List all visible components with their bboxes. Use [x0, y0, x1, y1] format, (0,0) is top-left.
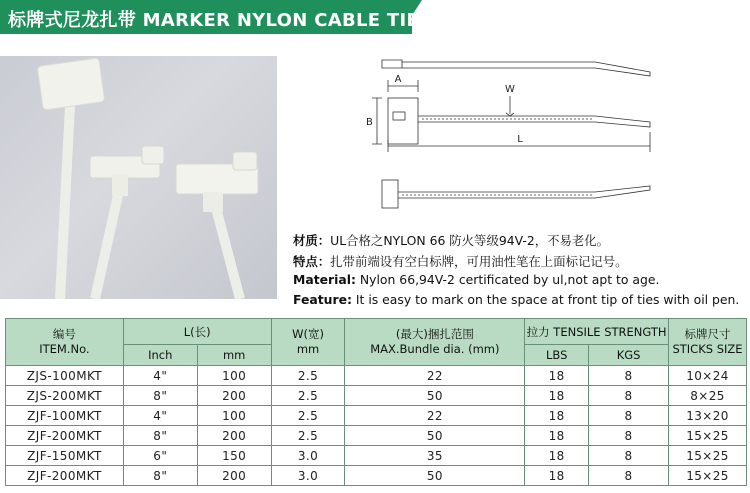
cable-tie-technical-drawing [360, 40, 660, 220]
cell-lbs: 18 [525, 386, 589, 406]
cell-item: ZJS-200MKT [6, 386, 124, 406]
cell-inch: 8" [123, 426, 197, 446]
header-bundle-en: MAX.Bundle dia. (mm) [370, 342, 500, 356]
cell-mm: 200 [197, 426, 271, 446]
cell-mm: 150 [197, 446, 271, 466]
cell-kgs: 8 [589, 426, 669, 446]
header-item-en: ITEM.No. [39, 342, 90, 356]
diagram-label-a: A [394, 74, 402, 85]
header-item [6, 319, 124, 366]
feature-en-line [293, 292, 739, 307]
table-row [6, 426, 747, 446]
cell-stick: 15×25 [669, 426, 747, 446]
cell-stick: 15×25 [669, 446, 747, 466]
title-banner [0, 0, 750, 34]
cell-mm: 100 [197, 406, 271, 426]
cell-stick: 13×20 [669, 406, 747, 426]
table-row [6, 386, 747, 406]
cell-lbs: 18 [525, 426, 589, 446]
cell-item: ZJF-150MKT [6, 446, 124, 466]
cable-tie-photo-graphic [0, 56, 277, 299]
cell-item: ZJF-200MKT [6, 466, 124, 486]
cell-width: 2.5 [271, 426, 345, 446]
header-sticks-cn: 标牌尺寸 [684, 327, 731, 341]
cell-width: 2.5 [271, 386, 345, 406]
cell-kgs: 8 [589, 386, 669, 406]
cell-stick: 10×24 [669, 366, 747, 386]
header-sticks-en: STICKS SIZE [672, 342, 743, 356]
header-mm: mm [197, 345, 271, 366]
cell-bundle: 22 [345, 406, 525, 426]
table-row [6, 366, 747, 386]
cell-item: ZJS-100MKT [6, 366, 124, 386]
cell-kgs: 8 [589, 466, 669, 486]
cell-item: ZJF-100MKT [6, 406, 124, 426]
header-sticks [669, 319, 747, 366]
header-item-cn: 编号 [52, 327, 76, 341]
cell-bundle: 50 [345, 386, 525, 406]
material-en-text: Nylon 66,94V-2 certificated by ul,not apt to age. [355, 272, 660, 287]
cell-item: ZJF-200MKT [6, 426, 124, 446]
cell-inch: 8" [123, 466, 197, 486]
material-en-line [293, 272, 659, 287]
cell-inch: 6" [123, 446, 197, 466]
cell-mm: 100 [197, 366, 271, 386]
material-cn-text: UL合格之NYLON 66 防火等级94V-2，不易老化。 [330, 233, 610, 248]
cell-kgs: 8 [589, 366, 669, 386]
material-cn-line [293, 231, 609, 249]
header-length: L(长) [123, 319, 271, 345]
cell-bundle: 22 [345, 366, 525, 386]
cell-width: 2.5 [271, 406, 345, 426]
header-tensile: 拉力 TENSILE STRENGTH [525, 319, 669, 345]
header-lbs: LBS [525, 345, 589, 366]
feature-cn-line [293, 252, 628, 270]
table-row [6, 406, 747, 426]
cell-inch: 4" [123, 366, 197, 386]
cell-stick: 8×25 [669, 386, 747, 406]
cell-mm: 200 [197, 466, 271, 486]
cell-inch: 4" [123, 406, 197, 426]
header-width [271, 319, 345, 366]
feature-en-text: It is easy to mark on the space at front tip of ties with oil pen. [351, 292, 740, 307]
table-row [6, 466, 747, 486]
cell-lbs: 18 [525, 366, 589, 386]
feature-en-label: Feature: [293, 292, 352, 307]
product-photo [0, 56, 277, 299]
cell-bundle: 35 [345, 446, 525, 466]
cell-inch: 8" [123, 386, 197, 406]
cell-stick: 15×25 [669, 466, 747, 486]
header-inch: Inch [123, 345, 197, 366]
cell-lbs: 18 [525, 406, 589, 426]
cell-bundle: 50 [345, 466, 525, 486]
diagram-label-w: W [505, 84, 515, 95]
diagram-label-b: B [366, 117, 373, 128]
cell-width: 3.0 [271, 466, 345, 486]
dimension-diagram [360, 40, 660, 220]
material-en-label: Material: [293, 272, 356, 287]
cell-lbs: 18 [525, 446, 589, 466]
material-cn-label: 材质： [293, 233, 331, 248]
cell-mm: 200 [197, 386, 271, 406]
page-title: 标牌式尼龙扎带 MARKER NYLON CABLE TIE [8, 10, 420, 31]
cell-width: 3.0 [271, 446, 345, 466]
header-bundle-cn: (最大)捆扎范围 [395, 327, 474, 341]
cell-bundle: 50 [345, 426, 525, 446]
table-row [6, 446, 747, 466]
header-width-label: W(宽) [292, 327, 324, 341]
cell-kgs: 8 [589, 446, 669, 466]
header-width-unit: mm [296, 342, 320, 356]
feature-cn-label: 特点： [293, 254, 331, 269]
diagram-label-l: L [517, 134, 523, 145]
cell-width: 2.5 [271, 366, 345, 386]
header-kgs: KGS [589, 345, 669, 366]
feature-cn-text: 扎带前端设有空白标牌，可用油性笔在上面标记记号。 [330, 254, 628, 269]
cell-kgs: 8 [589, 406, 669, 426]
spec-table [5, 318, 747, 486]
header-bundle [345, 319, 525, 366]
cell-lbs: 18 [525, 466, 589, 486]
